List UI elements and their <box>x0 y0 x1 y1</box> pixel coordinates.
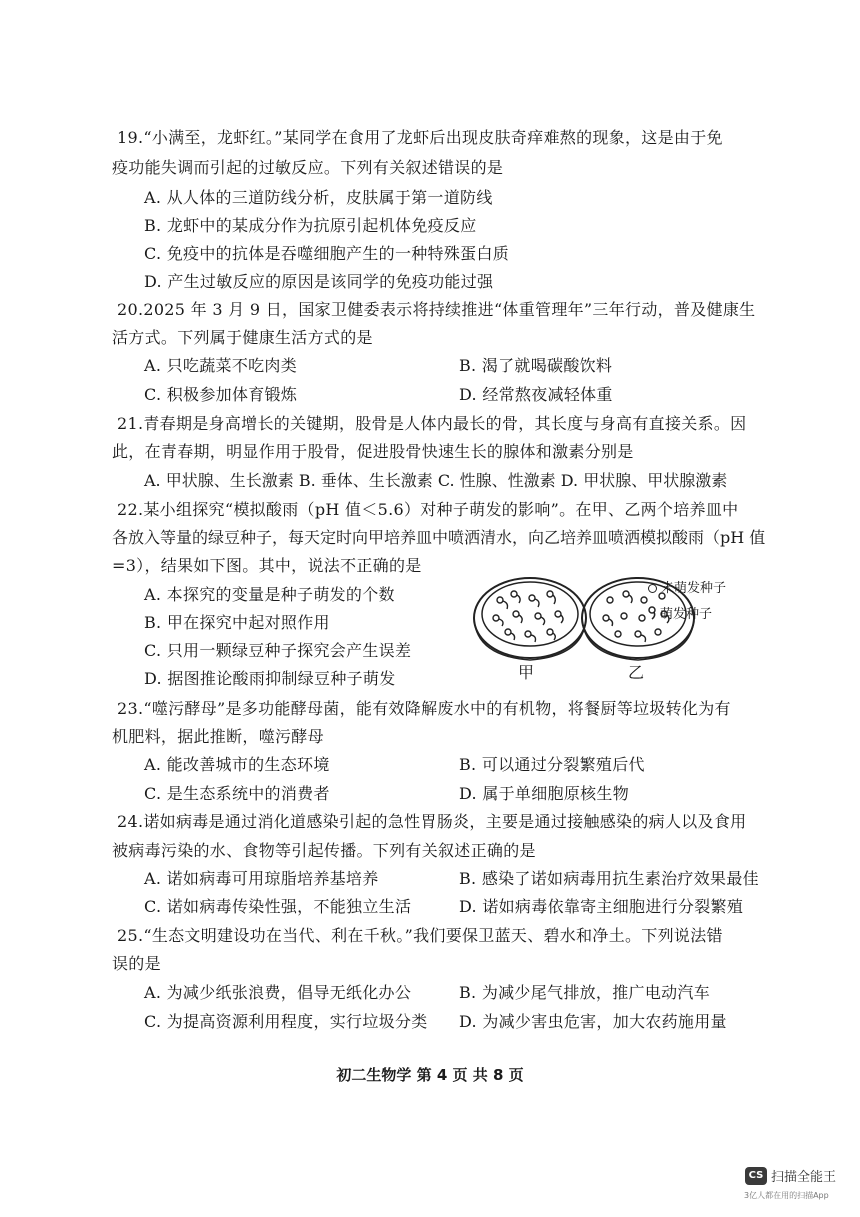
q23-stem-line1: 23.“噬污酵母”是多功能酵母菌，能有效降解废水中的有机物，将餐厨等垃圾转化为有 <box>117 699 731 718</box>
legend-ungerminated-label: 未萌发种子 <box>661 581 727 596</box>
q21-stem-line1: 21.青春期是身高增长的关键期，股骨是人体内最长的骨，其长度与身高有直接关系。因 <box>117 414 747 433</box>
legend-germinated <box>648 603 712 624</box>
q24-option-d: D. 诺如病毒依靠寄主细胞进行分裂繁殖 <box>459 897 744 916</box>
q20-option-c: C. 积极参加体育锻炼 <box>144 385 298 404</box>
q19-option-b: B. 龙虾中的某成分作为抗原引起机体免疫反应 <box>144 216 477 235</box>
q19-option-a: A. 从人体的三道防线分析，皮肤属于第一道防线 <box>144 188 493 207</box>
q23-option-a: A. 能改善城市的生态环境 <box>144 755 330 774</box>
q22-option-a: A. 本探究的变量是种子萌发的个数 <box>144 585 395 604</box>
camscanner-subtitle: 3亿人都在用的扫描App <box>744 1191 829 1200</box>
camscanner-logo-icon: CS <box>745 1167 767 1185</box>
q23-option-c: C. 是生态系统中的消费者 <box>144 784 330 803</box>
q22-stem-line2: 各放入等量的绿豆种子，每天定时向甲培养皿中喷洒清水，向乙培养皿喷洒模拟酸雨（pH 值 <box>112 528 766 547</box>
q24-option-a: A. 诺如病毒可用琼脂培养基培养 <box>144 869 379 888</box>
q20-option-a: A. 只吃蔬菜不吃肉类 <box>144 356 298 375</box>
q22-option-d: D. 据图推论酸雨抑制绿豆种子萌发 <box>144 669 396 688</box>
germinated-seed-icon <box>648 606 657 624</box>
q23-option-b: B. 可以通过分裂繁殖后代 <box>459 755 645 774</box>
camscanner-title: 扫描全能王 <box>771 1170 837 1185</box>
q20-stem-line1: 20.2025 年 3 月 9 日，国家卫健委表示将持续推进“体重管理年”三年行动，普及健康生 <box>117 300 756 319</box>
dish-label-jia: 甲 <box>518 663 535 682</box>
q19-stem-line1: 19.“小满至，龙虾红。”某同学在食用了龙虾后出现皮肤奇痒难熬的现象，这是由于免 <box>117 128 723 147</box>
q25-option-a: A. 为减少纸张浪费，倡导无纸化办公 <box>144 983 412 1002</box>
q22-option-b: B. 甲在探究中起对照作用 <box>144 613 330 632</box>
q25-option-c: C. 为提高资源利用程度，实行垃圾分类 <box>144 1012 428 1031</box>
q22-option-c: C. 只用一颗绿豆种子探究会产生误差 <box>144 641 412 660</box>
q24-option-b: B. 感染了诺如病毒用抗生素治疗效果最佳 <box>459 869 759 888</box>
q25-option-b: B. 为减少尾气排放，推广电动汽车 <box>459 983 711 1002</box>
page-footer: 初二生物学 第 4 页 共 8 页 <box>336 1066 524 1084</box>
q19-option-d: D. 产生过敏反应的原因是该同学的免疫功能过强 <box>144 272 494 291</box>
q23-option-d: D. 属于单细胞原核生物 <box>459 784 630 803</box>
q25-stem-line1: 25.“生态文明建设功在当代、利在千秋。”我们要保卫蓝天、碧水和净土。下列说法错 <box>117 926 723 945</box>
q24-option-c: C. 诺如病毒传染性强，不能独立生活 <box>144 897 412 916</box>
q20-option-d: D. 经常熬夜减轻体重 <box>459 385 613 404</box>
dish-jia <box>474 578 586 660</box>
legend-germinated-label: 萌发种子 <box>660 607 713 622</box>
q19-stem-line2: 疫功能失调而引起的过敏反应。下列有关叙述错误的是 <box>112 158 504 177</box>
q24-stem-line1: 24.诺如病毒是通过消化道感染引起的急性胃肠炎，主要是通过接触感染的病人以及食用 <box>117 812 747 831</box>
q25-stem-line2: 误的是 <box>112 954 161 973</box>
q22-stem-line3: =3），结果如下图。其中，说法不正确的是 <box>112 556 422 575</box>
legend-ungerminated <box>648 577 726 596</box>
q19-option-c: C. 免疫中的抗体是吞噬细胞产生的一种特殊蛋白质 <box>144 244 510 263</box>
q20-option-b: B. 渴了就喝碳酸饮料 <box>459 356 613 375</box>
q22-stem-line1: 22.某小组探究“模拟酸雨（pH 值＜5.6）对种子萌发的影响”。在甲、乙两个培养皿中 <box>117 500 739 519</box>
dish-label-yi: 乙 <box>628 663 645 682</box>
q21-options: A. 甲状腺、生长激素 B. 垂体、生长激素 C. 性腺、性激素 D. 甲状腺、甲状腺激素 <box>144 471 728 490</box>
q25-option-d: D. 为减少害虫危害，加大农药施用量 <box>459 1012 727 1031</box>
ungerminated-seed-icon <box>648 584 657 593</box>
q20-stem-line2: 活方式。下列属于健康生活方式的是 <box>112 328 373 347</box>
q21-stem-line2: 此，在青春期，明显作用于股骨，促进股骨快速生长的腺体和激素分别是 <box>112 442 634 461</box>
q24-stem-line2: 被病毒污染的水、食物等引起传播。下列有关叙述正确的是 <box>112 841 536 860</box>
q23-stem-line2: 机肥料，据此推断，噬污酵母 <box>112 727 324 746</box>
